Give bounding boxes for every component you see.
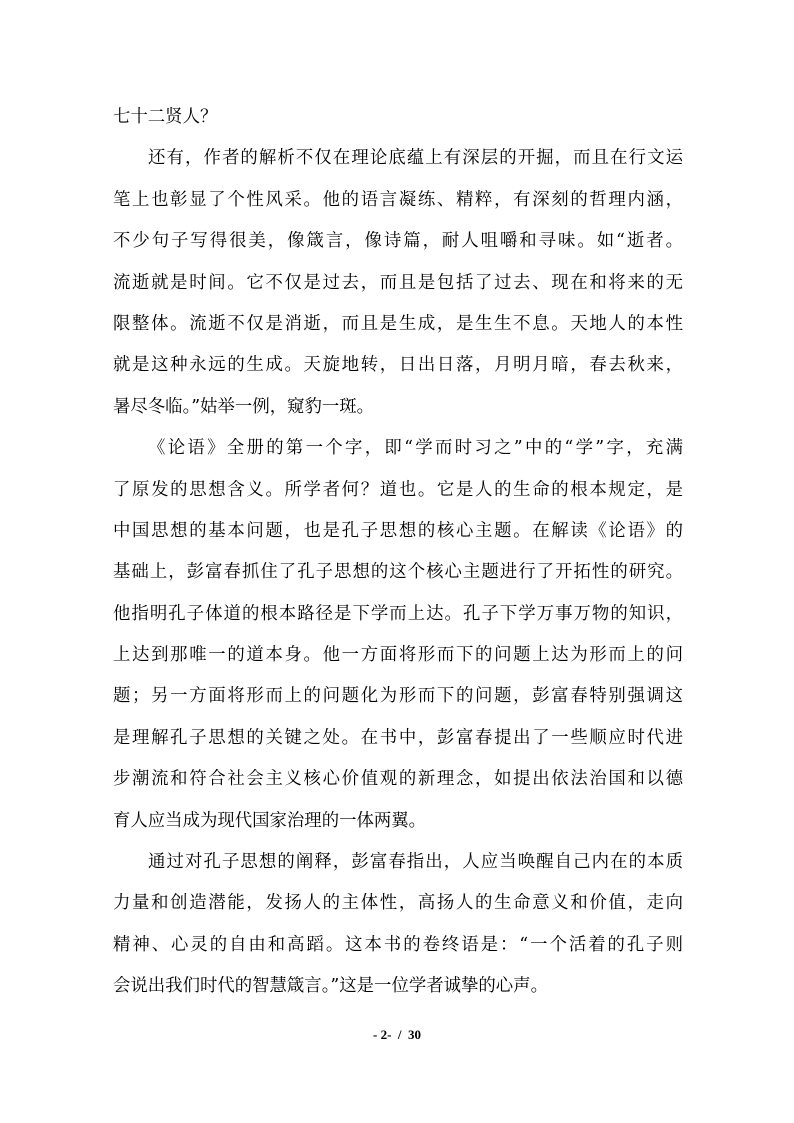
text-line: 会说出我们时代的智慧箴言。”这是一位学者诚挚的心声。 (113, 976, 548, 997)
page-number: - 2- / 30 (372, 1027, 422, 1042)
text-line: 基础上，彭富春抓住了孔子思想的这个核心主题进行了开拓性的研究。 (113, 562, 683, 583)
paragraph (113, 97, 683, 138)
text-line: 《论语》全册的第一个字，即“学而时习之”中的“学”字，充满 (148, 438, 683, 459)
text-line: 还有，作者的解析不仅在理论底蕴上有深层的开掘，而且在行文运 (148, 148, 683, 169)
text-line: 力量和创造潜能，发扬人的主体性，高扬人的生命意义和价值，走向 (113, 893, 683, 914)
text-line: 育人应当成为现代国家治理的一体两翼。 (113, 810, 427, 831)
text-line: 是理解孔子思想的关键之处。在书中，彭富春提出了一些顺应时代进 (113, 727, 683, 748)
body-text (113, 97, 683, 1008)
text-line: 中国思想的基本问题，也是孔子思想的核心主题。在解读《论语》的 (113, 520, 683, 541)
paragraph (113, 428, 683, 842)
text-line: 精神、心灵的自由和高蹈。这本书的卷终语是：“一个活着的孔子则 (113, 934, 683, 955)
paragraph (113, 842, 683, 1008)
text-line: 上达到那唯一的道本身。他一方面将形而下的问题上达为形而上的问 (113, 645, 683, 666)
text-line: 了原发的思想含义。所学者何？道也。它是人的生命的根本规定，是 (113, 479, 683, 500)
text-line: 笔上也彰显了个性风采。他的语言凝练、精粹，有深刻的哲理内涵， (113, 189, 683, 210)
text-line: 他指明孔子体道的根本路径是下学而上达。孔子下学万事万物的知识， (113, 603, 683, 624)
text-line: 七十二贤人？ (113, 107, 218, 127)
text-line: 流逝就是时间。它不仅是过去，而且是包括了过去、现在和将来的无 (113, 272, 683, 293)
text-line: 通过对孔子思想的阐释，彭富春指出，人应当唤醒自己内在的本质 (148, 852, 683, 873)
text-line: 不少句子写得很美，像箴言，像诗篇，耐人咀嚼和寻味。如“逝者。 (113, 231, 683, 252)
text-line: 暑尽冬临。”姑举一例，窥豹一斑。 (113, 396, 375, 417)
paragraph (113, 138, 683, 428)
text-line: 就是这种永远的生成。天旋地转，日出日落，月明月暗，春去秋来， (113, 355, 683, 376)
text-line: 限整体。流逝不仅是消逝，而且是生成，是生生不息。天地人的本性 (113, 313, 683, 334)
text-line: 步潮流和符合社会主义核心价值观的新理念，如提出依法治国和以德 (113, 769, 683, 790)
text-line: 题；另一方面将形而上的问题化为形而下的问题，彭富春特别强调这 (113, 686, 683, 707)
